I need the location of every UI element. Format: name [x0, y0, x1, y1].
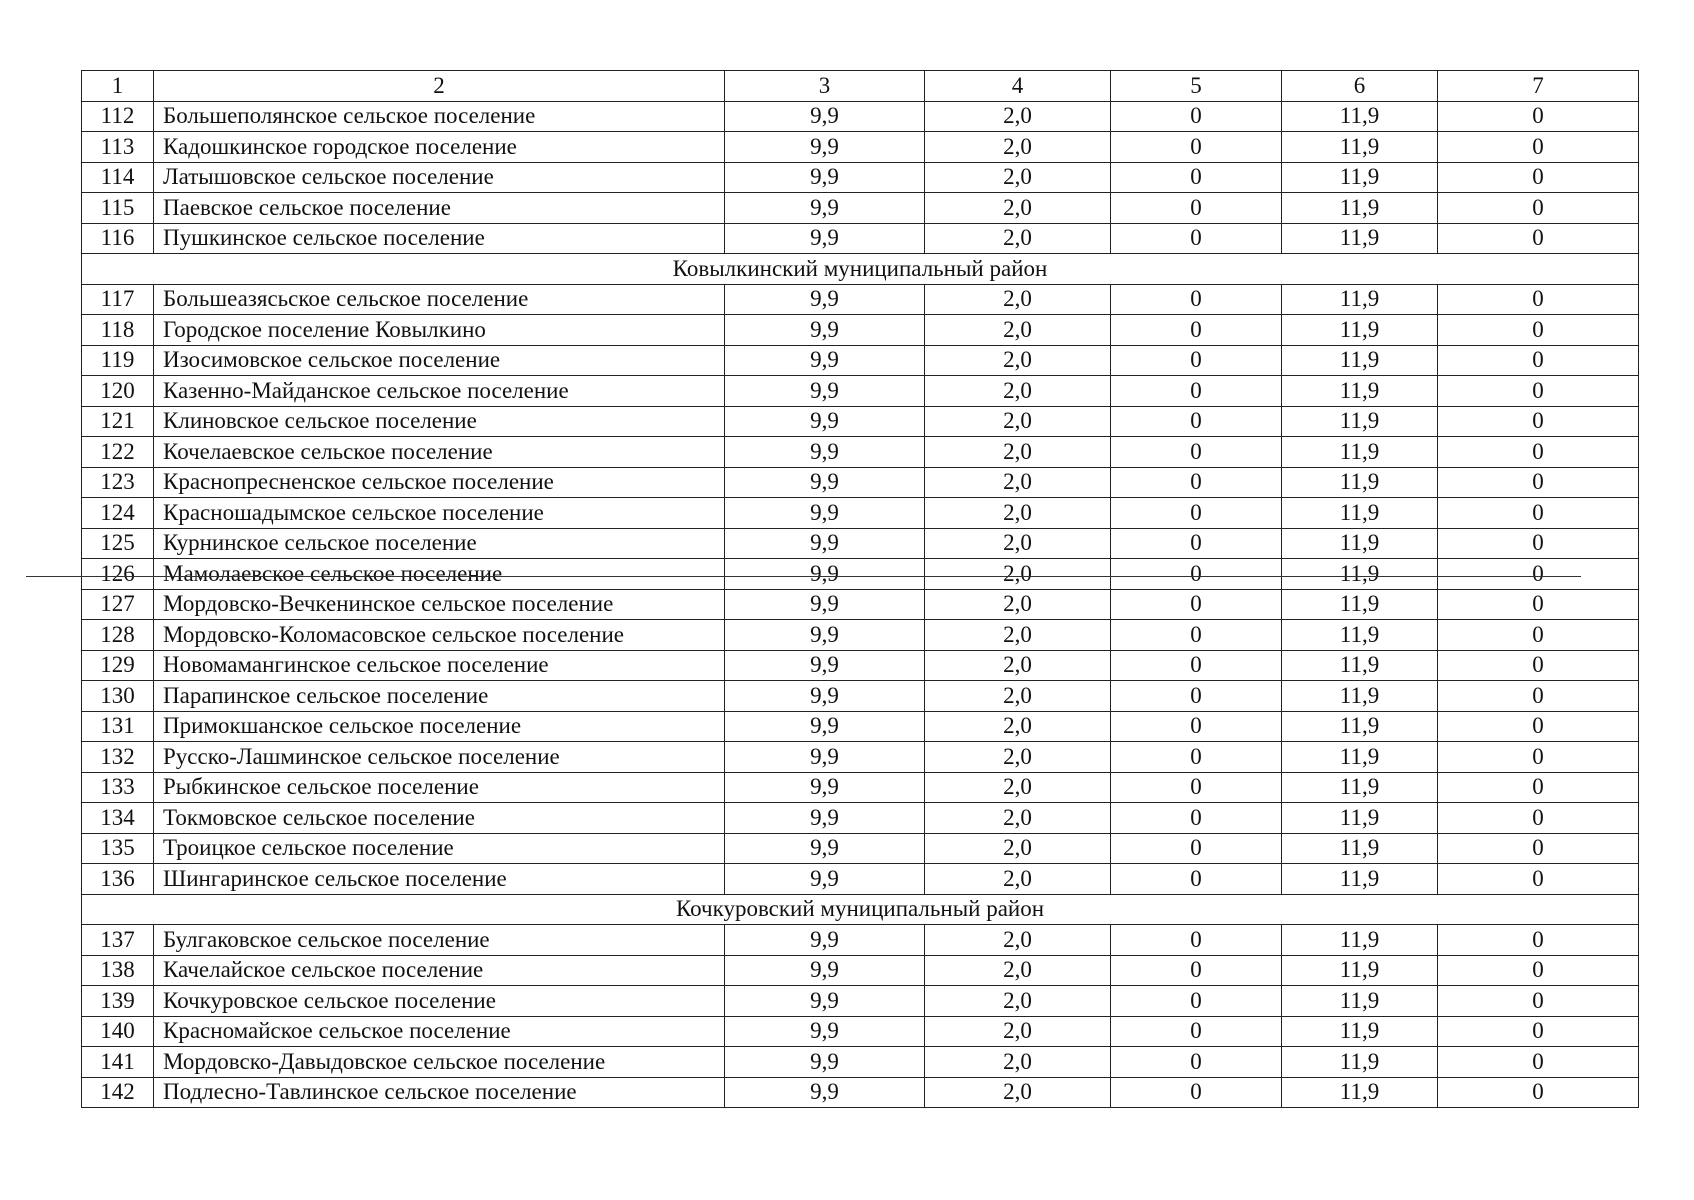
row-number: 128: [82, 620, 154, 651]
value-col-5: 0: [1111, 315, 1282, 346]
settlement-name: Большеполянское сельское поселение: [154, 101, 725, 132]
column-number-7: 7: [1438, 71, 1639, 102]
value-col-4: 2,0: [925, 315, 1111, 346]
value-col-7: 0: [1438, 925, 1639, 956]
settlement-name: Мамолаевское сельское поселение: [154, 559, 725, 590]
row-number: 137: [82, 925, 154, 956]
row-number: 136: [82, 864, 154, 895]
table-row: [82, 1016, 1639, 1047]
value-col-3: 9,9: [725, 772, 925, 803]
value-col-5: 0: [1111, 833, 1282, 864]
row-number: 131: [82, 711, 154, 742]
row-number: 119: [82, 345, 154, 376]
table-body: [82, 71, 1639, 1108]
table-row: [82, 132, 1639, 163]
table-row: [82, 803, 1639, 834]
value-col-7: 0: [1438, 498, 1639, 529]
value-col-4: 2,0: [925, 376, 1111, 407]
district-title: Кочкуровский муниципальный район: [82, 894, 1639, 925]
value-col-7: 0: [1438, 986, 1639, 1017]
value-col-3: 9,9: [725, 803, 925, 834]
value-col-3: 9,9: [725, 315, 925, 346]
district-title: Ковылкинский муниципальный район: [82, 254, 1639, 285]
value-col-4: 2,0: [925, 1016, 1111, 1047]
row-number: 132: [82, 742, 154, 773]
value-col-7: 0: [1438, 193, 1639, 224]
settlement-name: Примокшанское сельское поселение: [154, 711, 725, 742]
value-col-4: 2,0: [925, 925, 1111, 956]
value-col-6: 11,9: [1282, 986, 1438, 1017]
row-number: 135: [82, 833, 154, 864]
value-col-7: 0: [1438, 101, 1639, 132]
value-col-7: 0: [1438, 742, 1639, 773]
value-col-6: 11,9: [1282, 1047, 1438, 1078]
value-col-6: 11,9: [1282, 437, 1438, 468]
value-col-3: 9,9: [725, 833, 925, 864]
value-col-4: 2,0: [925, 711, 1111, 742]
table-row: [82, 162, 1639, 193]
value-col-7: 0: [1438, 284, 1639, 315]
value-col-5: 0: [1111, 650, 1282, 681]
value-col-3: 9,9: [725, 345, 925, 376]
value-col-3: 9,9: [725, 681, 925, 712]
value-col-5: 0: [1111, 498, 1282, 529]
row-number: 130: [82, 681, 154, 712]
value-col-5: 0: [1111, 101, 1282, 132]
value-col-4: 2,0: [925, 1047, 1111, 1078]
table-row: [82, 498, 1639, 529]
table-row: [82, 437, 1639, 468]
value-col-3: 9,9: [725, 101, 925, 132]
value-col-3: 9,9: [725, 132, 925, 163]
value-col-7: 0: [1438, 589, 1639, 620]
value-col-7: 0: [1438, 467, 1639, 498]
value-col-7: 0: [1438, 650, 1639, 681]
value-col-6: 11,9: [1282, 772, 1438, 803]
value-col-6: 11,9: [1282, 925, 1438, 956]
value-col-7: 0: [1438, 223, 1639, 254]
value-col-6: 11,9: [1282, 681, 1438, 712]
settlement-name: Кадошкинское городское поселение: [154, 132, 725, 163]
value-col-6: 11,9: [1282, 711, 1438, 742]
table-row: [82, 589, 1639, 620]
row-number: 114: [82, 162, 154, 193]
value-col-4: 2,0: [925, 772, 1111, 803]
settlement-name: Мордовско-Вечкенинское сельское поселение: [154, 589, 725, 620]
value-col-5: 0: [1111, 467, 1282, 498]
value-col-6: 11,9: [1282, 284, 1438, 315]
value-col-6: 11,9: [1282, 162, 1438, 193]
value-col-7: 0: [1438, 437, 1639, 468]
value-col-5: 0: [1111, 528, 1282, 559]
value-col-5: 0: [1111, 955, 1282, 986]
value-col-4: 2,0: [925, 406, 1111, 437]
value-col-4: 2,0: [925, 162, 1111, 193]
settlement-name: Кочкуровское сельское поселение: [154, 986, 725, 1017]
settlement-name: Латышовское сельское поселение: [154, 162, 725, 193]
value-col-5: 0: [1111, 284, 1282, 315]
row-number: 140: [82, 1016, 154, 1047]
settlement-name: Пушкинское сельское поселение: [154, 223, 725, 254]
value-col-4: 2,0: [925, 284, 1111, 315]
table-row: [82, 345, 1639, 376]
value-col-6: 11,9: [1282, 742, 1438, 773]
value-col-6: 11,9: [1282, 955, 1438, 986]
value-col-5: 0: [1111, 1016, 1282, 1047]
value-col-7: 0: [1438, 772, 1639, 803]
value-col-6: 11,9: [1282, 1077, 1438, 1108]
value-col-7: 0: [1438, 681, 1639, 712]
settlement-name: Красномайское сельское поселение: [154, 1016, 725, 1047]
value-col-7: 0: [1438, 955, 1639, 986]
value-col-7: 0: [1438, 864, 1639, 895]
value-col-3: 9,9: [725, 223, 925, 254]
value-col-3: 9,9: [725, 437, 925, 468]
value-col-4: 2,0: [925, 559, 1111, 590]
value-col-3: 9,9: [725, 498, 925, 529]
value-col-7: 0: [1438, 132, 1639, 163]
value-col-3: 9,9: [725, 162, 925, 193]
value-col-3: 9,9: [725, 559, 925, 590]
value-col-7: 0: [1438, 559, 1639, 590]
row-number: 120: [82, 376, 154, 407]
row-number: 139: [82, 986, 154, 1017]
value-col-7: 0: [1438, 1016, 1639, 1047]
row-number: 129: [82, 650, 154, 681]
value-col-4: 2,0: [925, 223, 1111, 254]
settlement-name: Качелайское сельское поселение: [154, 955, 725, 986]
value-col-3: 9,9: [725, 650, 925, 681]
value-col-4: 2,0: [925, 1077, 1111, 1108]
settlement-name: Троицкое сельское поселение: [154, 833, 725, 864]
row-number: 125: [82, 528, 154, 559]
value-col-5: 0: [1111, 711, 1282, 742]
value-col-6: 11,9: [1282, 650, 1438, 681]
column-number-1: 1: [82, 71, 154, 102]
value-col-3: 9,9: [725, 406, 925, 437]
value-col-3: 9,9: [725, 742, 925, 773]
value-col-4: 2,0: [925, 864, 1111, 895]
value-col-3: 9,9: [725, 528, 925, 559]
settlement-name: Краснопресненское сельское поселение: [154, 467, 725, 498]
value-col-5: 0: [1111, 620, 1282, 651]
settlement-name: Новомамангинское сельское поселение: [154, 650, 725, 681]
value-col-5: 0: [1111, 345, 1282, 376]
table-row: [82, 528, 1639, 559]
row-number: 123: [82, 467, 154, 498]
value-col-6: 11,9: [1282, 467, 1438, 498]
value-col-6: 11,9: [1282, 1016, 1438, 1047]
row-number: 121: [82, 406, 154, 437]
value-col-4: 2,0: [925, 803, 1111, 834]
value-col-5: 0: [1111, 681, 1282, 712]
column-number-2: 2: [154, 71, 725, 102]
value-col-4: 2,0: [925, 833, 1111, 864]
value-col-3: 9,9: [725, 467, 925, 498]
table-row: [82, 986, 1639, 1017]
value-col-5: 0: [1111, 1077, 1282, 1108]
table-row: [82, 864, 1639, 895]
value-col-7: 0: [1438, 315, 1639, 346]
table-row: [82, 101, 1639, 132]
table-row: [82, 772, 1639, 803]
value-col-3: 9,9: [725, 711, 925, 742]
value-col-4: 2,0: [925, 681, 1111, 712]
row-number: 141: [82, 1047, 154, 1078]
value-col-7: 0: [1438, 803, 1639, 834]
row-number: 117: [82, 284, 154, 315]
value-col-6: 11,9: [1282, 345, 1438, 376]
table-row: [82, 284, 1639, 315]
column-number-5: 5: [1111, 71, 1282, 102]
value-col-4: 2,0: [925, 101, 1111, 132]
value-col-5: 0: [1111, 132, 1282, 163]
value-col-4: 2,0: [925, 345, 1111, 376]
value-col-4: 2,0: [925, 467, 1111, 498]
table-row: [82, 1047, 1639, 1078]
value-col-5: 0: [1111, 864, 1282, 895]
value-col-4: 2,0: [925, 437, 1111, 468]
table-row: [82, 467, 1639, 498]
value-col-3: 9,9: [725, 864, 925, 895]
settlement-name: Кочелаевское сельское поселение: [154, 437, 725, 468]
value-col-5: 0: [1111, 559, 1282, 590]
column-number-3: 3: [725, 71, 925, 102]
table-row: [82, 376, 1639, 407]
district-section-header: [82, 254, 1639, 285]
row-number: 127: [82, 589, 154, 620]
settlement-name: Большеазясьское сельское поселение: [154, 284, 725, 315]
value-col-6: 11,9: [1282, 589, 1438, 620]
table-row: [82, 223, 1639, 254]
value-col-7: 0: [1438, 345, 1639, 376]
value-col-5: 0: [1111, 925, 1282, 956]
value-col-6: 11,9: [1282, 406, 1438, 437]
settlement-name: Булгаковское сельское поселение: [154, 925, 725, 956]
value-col-4: 2,0: [925, 742, 1111, 773]
column-number-4: 4: [925, 71, 1111, 102]
settlement-name: Шингаринское сельское поселение: [154, 864, 725, 895]
table-row: [82, 1077, 1639, 1108]
value-col-5: 0: [1111, 1047, 1282, 1078]
settlement-name: Курнинское сельское поселение: [154, 528, 725, 559]
row-number: 112: [82, 101, 154, 132]
value-col-7: 0: [1438, 1077, 1639, 1108]
table-row: [82, 955, 1639, 986]
value-col-6: 11,9: [1282, 803, 1438, 834]
table-row: [82, 681, 1639, 712]
value-col-5: 0: [1111, 223, 1282, 254]
value-col-4: 2,0: [925, 986, 1111, 1017]
settlement-name: Паевское сельское поселение: [154, 193, 725, 224]
value-col-7: 0: [1438, 406, 1639, 437]
row-number: 115: [82, 193, 154, 224]
row-number: 126: [82, 559, 154, 590]
row-number: 138: [82, 955, 154, 986]
table-row: [82, 742, 1639, 773]
settlement-name: Городское поселение Ковылкино: [154, 315, 725, 346]
row-number: 122: [82, 437, 154, 468]
value-col-5: 0: [1111, 589, 1282, 620]
value-col-4: 2,0: [925, 498, 1111, 529]
value-col-7: 0: [1438, 528, 1639, 559]
value-col-3: 9,9: [725, 1047, 925, 1078]
value-col-6: 11,9: [1282, 559, 1438, 590]
value-col-7: 0: [1438, 1047, 1639, 1078]
value-col-5: 0: [1111, 742, 1282, 773]
settlements-table: [81, 70, 1639, 1108]
settlement-name: Парапинское сельское поселение: [154, 681, 725, 712]
table-row-struck: [82, 559, 1639, 590]
value-col-6: 11,9: [1282, 376, 1438, 407]
value-col-3: 9,9: [725, 925, 925, 956]
value-col-3: 9,9: [725, 1016, 925, 1047]
value-col-4: 2,0: [925, 620, 1111, 651]
column-number-6: 6: [1282, 71, 1438, 102]
row-number: 118: [82, 315, 154, 346]
value-col-5: 0: [1111, 406, 1282, 437]
value-col-6: 11,9: [1282, 193, 1438, 224]
value-col-4: 2,0: [925, 589, 1111, 620]
settlement-name: Клиновское сельское поселение: [154, 406, 725, 437]
settlement-name: Мордовско-Давыдовское сельское поселение: [154, 1047, 725, 1078]
value-col-3: 9,9: [725, 955, 925, 986]
value-col-6: 11,9: [1282, 864, 1438, 895]
table-row: [82, 711, 1639, 742]
value-col-5: 0: [1111, 803, 1282, 834]
value-col-3: 9,9: [725, 1077, 925, 1108]
value-col-6: 11,9: [1282, 498, 1438, 529]
settlement-name: Русско-Лашминское сельское поселение: [154, 742, 725, 773]
value-col-6: 11,9: [1282, 315, 1438, 346]
value-col-6: 11,9: [1282, 833, 1438, 864]
table-row: [82, 650, 1639, 681]
table-row: [82, 193, 1639, 224]
value-col-6: 11,9: [1282, 101, 1438, 132]
table-row: [82, 620, 1639, 651]
value-col-6: 11,9: [1282, 620, 1438, 651]
settlement-name: Изосимовское сельское поселение: [154, 345, 725, 376]
value-col-5: 0: [1111, 986, 1282, 1017]
row-number: 134: [82, 803, 154, 834]
value-col-4: 2,0: [925, 955, 1111, 986]
value-col-6: 11,9: [1282, 528, 1438, 559]
value-col-6: 11,9: [1282, 223, 1438, 254]
row-number: 124: [82, 498, 154, 529]
value-col-4: 2,0: [925, 528, 1111, 559]
settlement-name: Токмовское сельское поселение: [154, 803, 725, 834]
value-col-5: 0: [1111, 376, 1282, 407]
value-col-7: 0: [1438, 620, 1639, 651]
settlement-name: Красношадымское сельское поселение: [154, 498, 725, 529]
value-col-4: 2,0: [925, 132, 1111, 163]
value-col-5: 0: [1111, 193, 1282, 224]
value-col-7: 0: [1438, 376, 1639, 407]
row-number: 113: [82, 132, 154, 163]
value-col-3: 9,9: [725, 620, 925, 651]
value-col-3: 9,9: [725, 193, 925, 224]
row-number: 142: [82, 1077, 154, 1108]
value-col-7: 0: [1438, 833, 1639, 864]
settlement-name: Казенно-Майданское сельское поселение: [154, 376, 725, 407]
settlement-name: Мордовско-Коломасовское сельское поселение: [154, 620, 725, 651]
settlement-name: Рыбкинское сельское поселение: [154, 772, 725, 803]
value-col-3: 9,9: [725, 986, 925, 1017]
value-col-7: 0: [1438, 711, 1639, 742]
value-col-3: 9,9: [725, 284, 925, 315]
value-col-3: 9,9: [725, 589, 925, 620]
column-number-header-row: [82, 71, 1639, 102]
value-col-4: 2,0: [925, 650, 1111, 681]
value-col-5: 0: [1111, 162, 1282, 193]
value-col-7: 0: [1438, 162, 1639, 193]
table-row: [82, 315, 1639, 346]
value-col-5: 0: [1111, 772, 1282, 803]
row-number: 133: [82, 772, 154, 803]
table-row: [82, 925, 1639, 956]
row-number: 116: [82, 223, 154, 254]
value-col-5: 0: [1111, 437, 1282, 468]
settlement-name: Подлесно-Тавлинское сельское поселение: [154, 1077, 725, 1108]
table-row: [82, 406, 1639, 437]
value-col-6: 11,9: [1282, 132, 1438, 163]
value-col-3: 9,9: [725, 376, 925, 407]
table-row: [82, 833, 1639, 864]
value-col-4: 2,0: [925, 193, 1111, 224]
district-section-header: [82, 894, 1639, 925]
